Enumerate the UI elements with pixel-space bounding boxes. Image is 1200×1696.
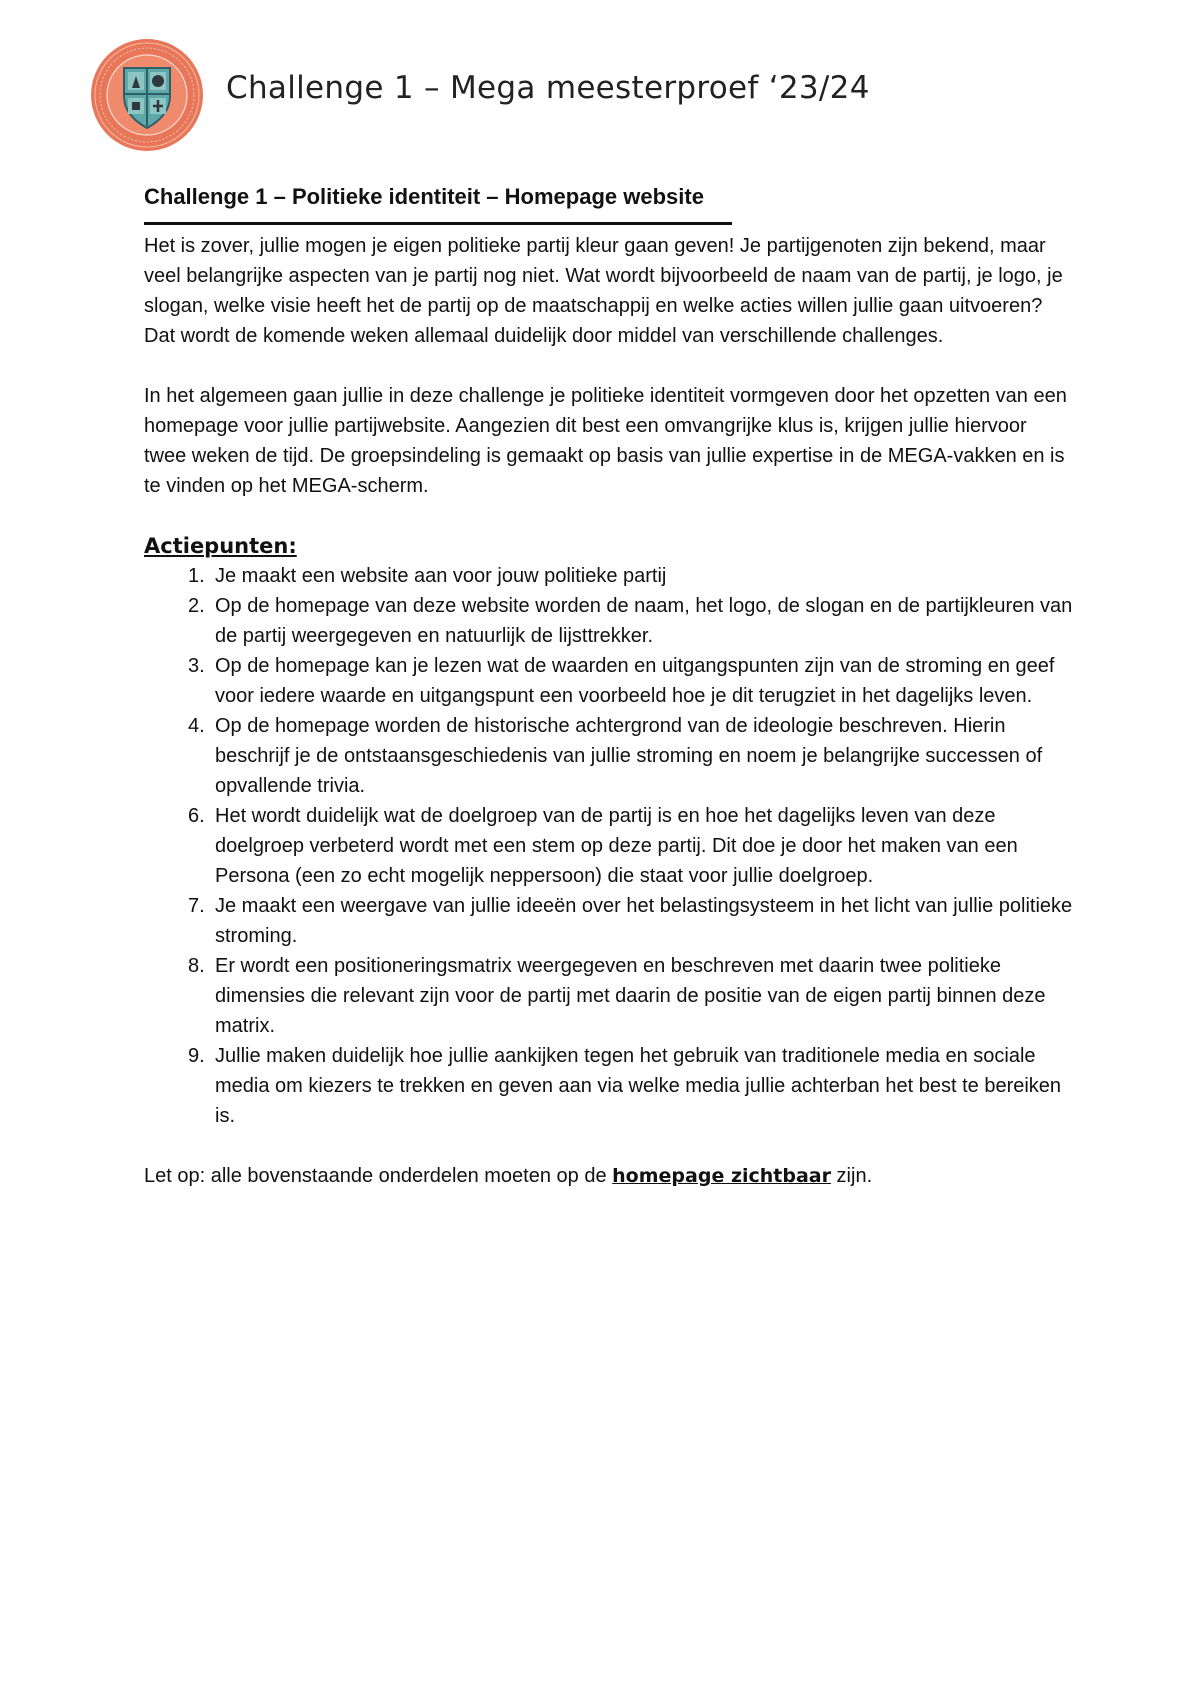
action-text: Op de homepage van deze website worden de naam, het logo, de slogan en de partijkleuren van de partij weergegeven en natuurlijk de lijsttrekker. bbox=[215, 595, 1073, 647]
action-text: Op de homepage worden de historische achtergrond van de ideologie beschreven. Hierin beschrijf je de ontstaansgeschiedenis van jullie stroming en noem je belangrijke successen of opvallende trivia. bbox=[215, 715, 1043, 797]
action-text: Op de homepage kan je lezen wat de waarden en uitgangspunten zijn van de stroming en geef voor iedere waarde en uitgangspunt een voorbeeld hoe je dit terugziet in het dagelijks leven. bbox=[215, 655, 1055, 707]
school-crest-icon bbox=[90, 38, 204, 152]
action-item bbox=[188, 711, 1074, 801]
action-number: 1. bbox=[188, 565, 205, 587]
document-header-title: Challenge 1 – Mega meesterproef ‘23/24 bbox=[226, 70, 870, 106]
action-text: Er wordt een positioneringsmatrix weergegeven en beschreven met daarin twee politieke dimensies die relevant zijn voor de partij met daarin de positie van de eigen partij binnen deze matrix. bbox=[215, 955, 1046, 1037]
action-item bbox=[188, 801, 1074, 891]
action-text: Je maakt een weergave van jullie ideeën over het belastingsysteem in het licht van jullie politieke stroming. bbox=[215, 895, 1073, 947]
action-text: Het wordt duidelijk wat de doelgroep van de partij is en hoe het dagelijks leven van deze doelgroep verbeterd wordt met een stem op deze partij. Dit doe je door het maken van een Persona (een zo echt mogelijk neppersoon) die staat voor jullie doelgroep. bbox=[215, 805, 1018, 887]
intro-paragraph: In het algemeen gaan jullie in deze challenge je politieke identiteit vormgeven door het opzetten van een homepage voor jullie partijwebsite. Aangezien dit best een omvangrijke klus is, krijgen jullie hiervoor twee weken de tijd. De groepsindeling is gemaakt op basis van jullie expertise in de MEGA-vakken en is te vinden op het MEGA-scherm. bbox=[144, 385, 1067, 497]
section-title: Challenge 1 – Politieke identiteit – Homepage website bbox=[144, 184, 704, 209]
document-body bbox=[144, 182, 1074, 1211]
action-item bbox=[188, 1041, 1074, 1131]
action-item bbox=[188, 651, 1074, 711]
action-item bbox=[188, 561, 1074, 591]
action-text: Je maakt een website aan voor jouw politieke partij bbox=[215, 565, 667, 587]
action-number: 4. bbox=[188, 715, 205, 737]
action-text: Jullie maken duidelijk hoe jullie aankijken tegen het gebruik van traditionele media en sociale media om kiezers te trekken en geven aan via welke media jullie achterban het best te bereiken is. bbox=[215, 1045, 1062, 1127]
closing-note bbox=[144, 1161, 1074, 1191]
action-number: 8. bbox=[188, 955, 205, 977]
title-underline-divider bbox=[144, 222, 732, 225]
action-list bbox=[144, 561, 1074, 1131]
action-number: 6. bbox=[188, 805, 205, 827]
intro-paragraph: Het is zover, jullie mogen je eigen politieke partij kleur gaan geven! Je partijgenoten zijn bekend, maar veel belangrijke aspecten van je partij nog niet. Wat wordt bijvoorbeeld de naam van de partij, je logo, je slogan, welke visie heeft het de partij op de maatschappij en welke acties willen jullie gaan uitvoeren? Dat wordt de komende weken allemaal duidelijk door middel van verschillende challenges. bbox=[144, 235, 1063, 347]
action-number: 7. bbox=[188, 895, 205, 917]
action-item bbox=[188, 891, 1074, 951]
note-suffix: zijn. bbox=[831, 1165, 873, 1187]
page-header bbox=[90, 38, 1110, 154]
actions-heading: Actiepunten: bbox=[144, 534, 297, 558]
action-number: 3. bbox=[188, 655, 205, 677]
note-prefix: Let op: alle bovenstaande onderdelen moeten op de bbox=[144, 1165, 613, 1187]
action-number: 9. bbox=[188, 1045, 205, 1067]
action-item bbox=[188, 951, 1074, 1041]
action-item bbox=[188, 591, 1074, 651]
action-number: 2. bbox=[188, 595, 205, 617]
note-emphasis: homepage zichtbaar bbox=[612, 1165, 831, 1187]
